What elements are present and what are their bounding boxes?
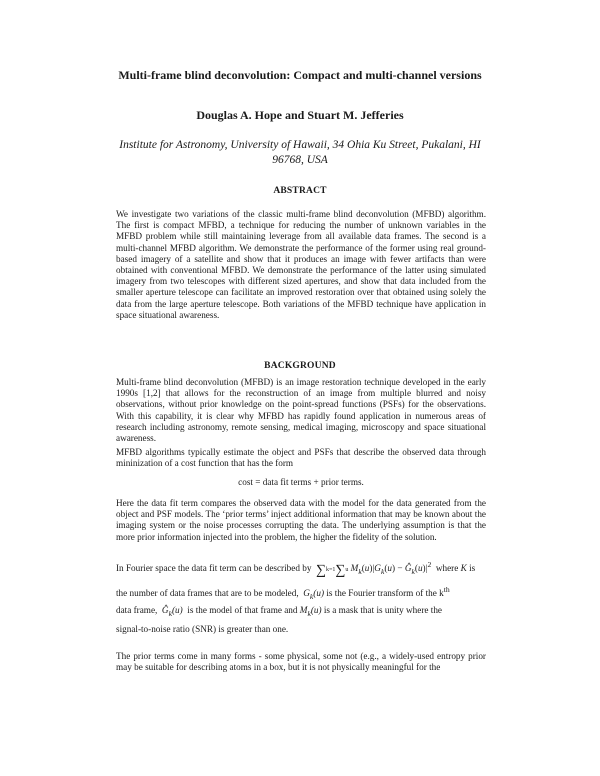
background-paragraph-3: Here the data fit term compares the observed data with the model for the data generated from the object and PSF models. The ‘prior terms’ inject additional information that may be known about the imaging system or the noise processes corrupting the data. The underlying assumption is that the more prior information injected into the problem, the higher the fidelity of the solution. [116,498,486,542]
fourier-line-4: signal-to-noise ratio (SNR) is greater than one. [116,624,289,634]
paper-affiliation: Institute for Astronomy, University of Hawaii, 34 Ohia Ku Street, Pukalani, HI 96768, USA [119,139,481,166]
fourier-line-3 [116,605,486,619]
fourier-transform-text: is the Fourier transform of the k [326,588,444,599]
model-frame-text: is the model of that frame and [187,605,298,615]
background-paragraph-1: Multi-frame blind deconvolution (MFBD) is an image restoration technique developed in the early 1990s [1,2] that allows for the reconstruction of an image from multiple blurred and noisy observations, without prior knowledge on the point-spread functions (PSFs) for the observations. With this capability, it is clear why MFBD has rapidly found application in numerous areas of research including astronomy, remote sensing, medical imaging, microscopy and space situational awareness. [116,377,486,444]
fourier-line-2 [116,584,486,602]
symbol-mk: $M_k(u)$ [299,605,322,618]
abstract-heading: ABSTRACT [273,186,327,196]
data-fit-formula: ∑k=1∑u $M_k(u)|G_k(u)$ − $Ĝ_k(u)|^2$ [316,560,432,579]
background-heading: BACKGROUND [264,361,336,371]
fourier-k-variable: K [460,563,467,574]
background-paragraph-4: The prior terms come in many forms - some physical, some not (e.g., a widely-used entropy prior may be suitable for describing atoms in a box, but it is not physically meaningful for the [116,651,486,673]
symbol-gk: $G_k(u)$ [303,588,325,601]
symbol-gk-hat: $Ĝ_k(u)$ [161,605,183,618]
background-paragraph-2: MFBD algorithms typically estimate the object and PSFs that describe the observed data through mininization of a cost function that has the form [116,447,486,469]
paper-authors: Douglas A. Hope and Stuart M. Jefferies [196,108,404,122]
fourier-intro-text: In Fourier space the data fit term can be described by [116,563,312,574]
fourier-is-text: is [469,563,476,574]
fourier-line-1 [116,559,486,577]
cost-equation: cost = data fit terms + prior terms. [238,477,364,487]
fourier-where-text: where [435,563,459,574]
frames-text: the number of data frames that are to be modeled, [116,588,299,599]
abstract-text: We investigate two variations of the classic multi-frame blind deconvolution (MFBD) algorithm. The first is compact MFBD, a technique for reducing the number of unknown variables in the MFBD problem while still maintaining leverage from all available data frames. The second is a multi-channel MFBD algorithm. We demonstrate the performance of the former using real ground-based imagery of a satellite and show that it produces an image with fewer artifacts than were obtained with conventional MFBD. We demonstrate the performance of the latter using simulated imagery from two telescopes with different sized apertures, and show that data included from the smaller aperture telescope can facilitate an improved restoration over that obtained using solely the data from the large aperture telescope. Both variations of the MFBD technique have application in space situational awareness. [116,209,486,320]
paper-title: Multi-frame blind deconvolution: Compact and multi-channel versions [118,68,482,82]
data-frame-text: data frame, [116,605,158,615]
superscript-th: th [443,585,450,594]
mask-text: is a mask that is unity where the [323,605,443,615]
